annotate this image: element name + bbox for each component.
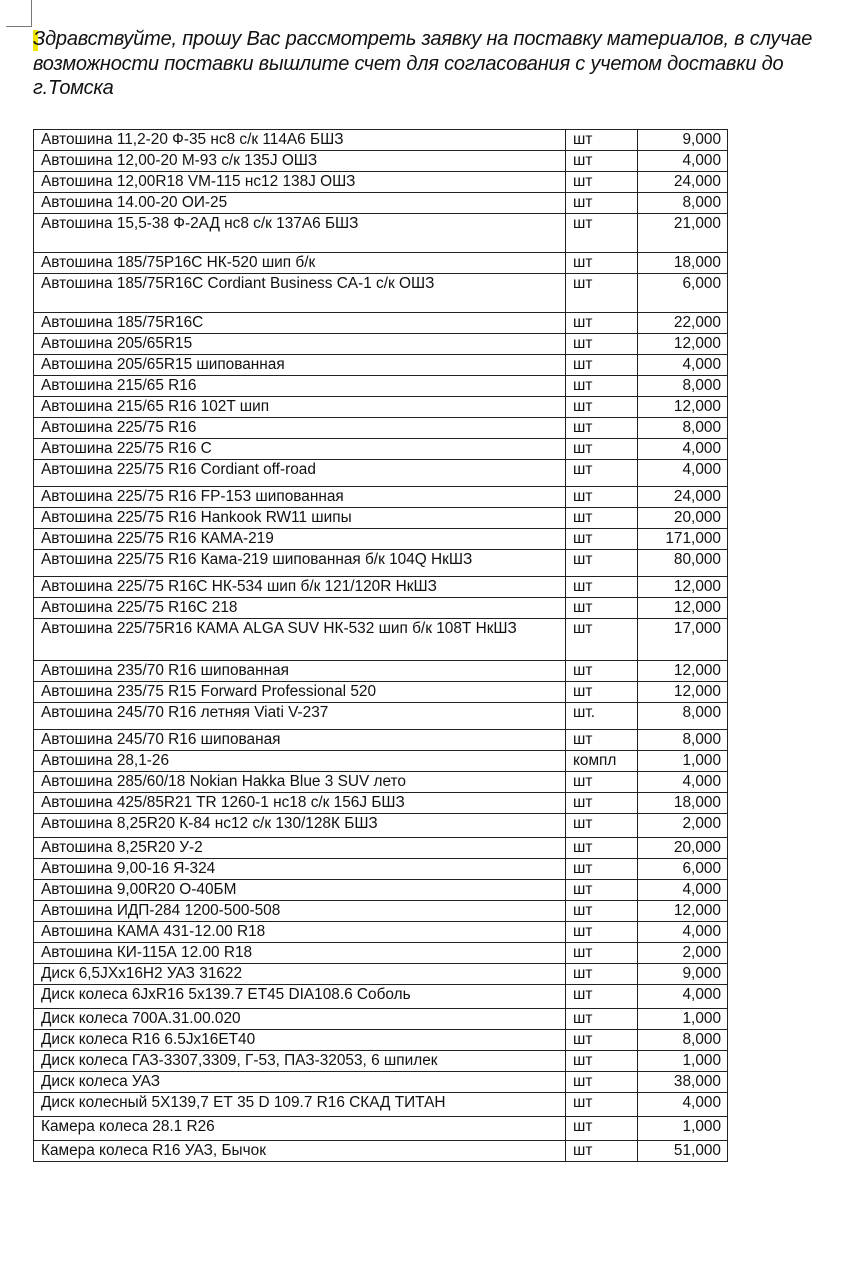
table-row	[34, 193, 728, 214]
item-unit-cell: шт	[566, 1051, 638, 1072]
item-unit-cell: шт	[566, 985, 638, 1009]
item-name-cell: Автошина 185/75Р16С НК-520 шип б/к	[34, 253, 566, 274]
item-unit-cell: шт	[566, 577, 638, 598]
item-quantity-cell: 1,000	[638, 1117, 728, 1141]
item-quantity-cell: 80,000	[638, 550, 728, 577]
item-quantity-cell: 18,000	[638, 253, 728, 274]
table-row	[34, 901, 728, 922]
item-name-cell: Автошина 225/75R16 КАМА ALGA SUV НК-532 шип б/к 108Т НкШЗ	[34, 619, 566, 661]
item-unit-cell: шт	[566, 901, 638, 922]
item-name-cell: Автошина 225/75 R16	[34, 418, 566, 439]
table-row	[34, 172, 728, 193]
item-unit-cell: шт	[566, 529, 638, 550]
item-name-cell: Автошина 235/70 R16 шипованная	[34, 661, 566, 682]
table-row	[34, 418, 728, 439]
item-unit-cell: шт	[566, 151, 638, 172]
item-name-cell: Автошина 12,00R18 VM-115 нс12 138J ОШЗ	[34, 172, 566, 193]
item-name-cell: Автошина 225/75 R16 FP-153 шипованная	[34, 487, 566, 508]
item-name-cell: Диск колеса УАЗ	[34, 1072, 566, 1093]
item-name-cell: Автошина 14.00-20 ОИ-25	[34, 193, 566, 214]
item-name-cell: Диск колеса ГАЗ-3307,3309, Г-53, ПАЗ-32053, 6 шпилек	[34, 1051, 566, 1072]
table-row	[34, 598, 728, 619]
item-quantity-cell: 9,000	[638, 130, 728, 151]
table-row	[34, 985, 728, 1009]
item-name-cell: Автошина КИ-115А 12.00 R18	[34, 943, 566, 964]
item-quantity-cell: 4,000	[638, 772, 728, 793]
table-row	[34, 943, 728, 964]
item-quantity-cell: 12,000	[638, 901, 728, 922]
item-quantity-cell: 12,000	[638, 661, 728, 682]
item-unit-cell: шт	[566, 550, 638, 577]
table-row	[34, 508, 728, 529]
item-quantity-cell: 12,000	[638, 577, 728, 598]
item-unit-cell: шт	[566, 397, 638, 418]
table-row	[34, 751, 728, 772]
item-quantity-cell: 21,000	[638, 214, 728, 253]
table-row	[34, 619, 728, 661]
table-row	[34, 334, 728, 355]
item-unit-cell: шт	[566, 460, 638, 487]
table-row	[34, 1051, 728, 1072]
item-quantity-cell: 8,000	[638, 193, 728, 214]
item-unit-cell: шт	[566, 376, 638, 397]
item-unit-cell: шт	[566, 172, 638, 193]
item-quantity-cell: 1,000	[638, 1051, 728, 1072]
item-unit-cell: шт	[566, 859, 638, 880]
item-name-cell: Автошина 8,25R20 У-2	[34, 838, 566, 859]
item-name-cell: Автошина 205/65R15 шипованная	[34, 355, 566, 376]
item-unit-cell: шт	[566, 439, 638, 460]
table-row	[34, 1141, 728, 1162]
item-quantity-cell: 4,000	[638, 1093, 728, 1117]
item-quantity-cell: 24,000	[638, 487, 728, 508]
table-row	[34, 460, 728, 487]
table-row	[34, 214, 728, 253]
item-quantity-cell: 20,000	[638, 838, 728, 859]
item-name-cell: Диск колесный 5Х139,7 ЕТ 35 D 109.7 R16 СКАД ТИТАН	[34, 1093, 566, 1117]
item-unit-cell: шт	[566, 130, 638, 151]
item-name-cell: Автошина 225/75 R16 C	[34, 439, 566, 460]
item-quantity-cell: 38,000	[638, 1072, 728, 1093]
table-row	[34, 274, 728, 313]
item-name-cell: Автошина 225/75 R16C 218	[34, 598, 566, 619]
item-name-cell: Автошина 245/70 R16 летняя Viati V-237	[34, 703, 566, 730]
item-name-cell: Автошина 285/60/18 Nokian Hakka Blue 3 SUV лето	[34, 772, 566, 793]
table-row	[34, 661, 728, 682]
item-unit-cell: шт	[566, 1117, 638, 1141]
table-row	[34, 730, 728, 751]
table-row	[34, 130, 728, 151]
item-unit-cell: шт	[566, 838, 638, 859]
item-quantity-cell: 6,000	[638, 274, 728, 313]
table-row	[34, 880, 728, 901]
item-unit-cell: шт	[566, 1009, 638, 1030]
table-row	[34, 793, 728, 814]
table-row	[34, 439, 728, 460]
item-quantity-cell: 12,000	[638, 682, 728, 703]
item-unit-cell: шт	[566, 619, 638, 661]
item-unit-cell: шт	[566, 253, 638, 274]
item-unit-cell: шт	[566, 418, 638, 439]
item-unit-cell: шт	[566, 355, 638, 376]
item-name-cell: Автошина ИДП-284 1200-500-508	[34, 901, 566, 922]
item-unit-cell: шт	[566, 943, 638, 964]
item-unit-cell: шт	[566, 964, 638, 985]
item-name-cell: Автошина КАМА 431-12.00 R18	[34, 922, 566, 943]
item-quantity-cell: 17,000	[638, 619, 728, 661]
table-row	[34, 922, 728, 943]
table-row	[34, 253, 728, 274]
item-quantity-cell: 1,000	[638, 751, 728, 772]
table-row	[34, 550, 728, 577]
item-name-cell: Автошина 235/75 R15 Forward Professional 520	[34, 682, 566, 703]
item-unit-cell: шт	[566, 793, 638, 814]
item-unit-cell: шт	[566, 313, 638, 334]
item-name-cell: Автошина 225/75 R16 КАМА-219	[34, 529, 566, 550]
item-unit-cell: шт	[566, 1141, 638, 1162]
item-unit-cell: шт	[566, 661, 638, 682]
item-unit-cell: шт	[566, 214, 638, 253]
item-quantity-cell: 2,000	[638, 814, 728, 838]
request-intro-text: Здравствуйте, прошу Вас рассмотреть заявку на поставку материалов, в случае возможности поставки вышлите счет для согласования с учетом доставки до г.Томска	[33, 28, 813, 99]
table-row	[34, 964, 728, 985]
item-quantity-cell: 4,000	[638, 460, 728, 487]
table-row	[34, 838, 728, 859]
item-quantity-cell: 171,000	[638, 529, 728, 550]
item-quantity-cell: 24,000	[638, 172, 728, 193]
item-name-cell: Автошина 9,00-16 Я-324	[34, 859, 566, 880]
page-corner-mark-vertical	[31, 0, 32, 26]
materials-table	[33, 129, 728, 1162]
table-row	[34, 814, 728, 838]
item-unit-cell: шт	[566, 508, 638, 529]
item-name-cell: Автошина 225/75 R16 Cordiant off-road	[34, 460, 566, 487]
item-quantity-cell: 1,000	[638, 1009, 728, 1030]
item-unit-cell: шт.	[566, 703, 638, 730]
item-name-cell: Камера колеса 28.1 R26	[34, 1117, 566, 1141]
item-quantity-cell: 51,000	[638, 1141, 728, 1162]
table-row	[34, 397, 728, 418]
item-name-cell: Диск колеса 6JхR16 5х139.7 ET45 DIA108.6 Соболь	[34, 985, 566, 1009]
item-unit-cell: шт	[566, 772, 638, 793]
materials-table-body	[34, 130, 728, 1162]
item-quantity-cell: 8,000	[638, 376, 728, 397]
item-unit-cell: шт	[566, 598, 638, 619]
item-name-cell: Диск колеса 700А.31.00.020	[34, 1009, 566, 1030]
table-row	[34, 1117, 728, 1141]
table-row	[34, 703, 728, 730]
item-quantity-cell: 4,000	[638, 922, 728, 943]
item-name-cell: Автошина 185/75R16С	[34, 313, 566, 334]
item-unit-cell: шт	[566, 1030, 638, 1051]
table-row	[34, 487, 728, 508]
item-quantity-cell: 9,000	[638, 964, 728, 985]
table-row	[34, 151, 728, 172]
item-unit-cell: шт	[566, 880, 638, 901]
item-quantity-cell: 12,000	[638, 334, 728, 355]
item-quantity-cell: 4,000	[638, 880, 728, 901]
item-quantity-cell: 4,000	[638, 355, 728, 376]
item-quantity-cell: 18,000	[638, 793, 728, 814]
item-name-cell: Автошина 225/75 R16 Кама-219 шипованная б/к 104Q НкШЗ	[34, 550, 566, 577]
item-quantity-cell: 4,000	[638, 439, 728, 460]
item-unit-cell: шт	[566, 193, 638, 214]
item-unit-cell: шт	[566, 1093, 638, 1117]
item-name-cell: Диск 6,5JХх16Н2 УАЗ 31622	[34, 964, 566, 985]
item-name-cell: Автошина 215/65 R16	[34, 376, 566, 397]
table-row	[34, 1093, 728, 1117]
item-quantity-cell: 4,000	[638, 985, 728, 1009]
item-unit-cell: шт	[566, 334, 638, 355]
item-quantity-cell: 12,000	[638, 397, 728, 418]
table-row	[34, 772, 728, 793]
page-corner-mark-horizontal	[6, 26, 32, 27]
table-row	[34, 1009, 728, 1030]
table-row	[34, 313, 728, 334]
item-unit-cell: шт	[566, 1072, 638, 1093]
table-row	[34, 859, 728, 880]
item-unit-cell: шт	[566, 922, 638, 943]
item-quantity-cell: 2,000	[638, 943, 728, 964]
item-unit-cell: шт	[566, 487, 638, 508]
item-unit-cell: шт	[566, 682, 638, 703]
item-name-cell: Камера колеса R16 УАЗ, Бычок	[34, 1141, 566, 1162]
item-name-cell: Автошина 28,1-26	[34, 751, 566, 772]
item-name-cell: Автошина 425/85R21 TR 1260-1 нс18 с/к 156J БШЗ	[34, 793, 566, 814]
item-quantity-cell: 4,000	[638, 151, 728, 172]
item-quantity-cell: 12,000	[638, 598, 728, 619]
item-quantity-cell: 8,000	[638, 703, 728, 730]
item-name-cell: Автошина 12,00-20 М-93 с/к 135J ОШЗ	[34, 151, 566, 172]
item-name-cell: Автошина 225/75 R16C НК-534 шип б/к 121/120R НкШЗ	[34, 577, 566, 598]
item-quantity-cell: 8,000	[638, 730, 728, 751]
item-name-cell: Автошина 205/65R15	[34, 334, 566, 355]
item-quantity-cell: 6,000	[638, 859, 728, 880]
table-row	[34, 355, 728, 376]
item-name-cell: Автошина 9,00R20 О-40БМ	[34, 880, 566, 901]
item-name-cell: Диск колеса R16 6.5Jх16ET40	[34, 1030, 566, 1051]
item-unit-cell: шт	[566, 274, 638, 313]
item-unit-cell: шт	[566, 814, 638, 838]
item-name-cell: Автошина 15,5-38 Ф-2АД нс8 с/к 137А6 БШЗ	[34, 214, 566, 253]
table-row	[34, 1072, 728, 1093]
item-quantity-cell: 22,000	[638, 313, 728, 334]
table-row	[34, 376, 728, 397]
item-name-cell: Автошина 225/75 R16 Hankook RW11 шипы	[34, 508, 566, 529]
item-name-cell: Автошина 11,2-20 Ф-35 нс8 с/к 114А6 БШЗ	[34, 130, 566, 151]
item-quantity-cell: 20,000	[638, 508, 728, 529]
table-row	[34, 529, 728, 550]
item-quantity-cell: 8,000	[638, 418, 728, 439]
item-unit-cell: компл	[566, 751, 638, 772]
item-name-cell: Автошина 215/65 R16 102T шип	[34, 397, 566, 418]
item-name-cell: Автошина 8,25R20 К-84 нс12 с/к 130/128К БШЗ	[34, 814, 566, 838]
table-row	[34, 1030, 728, 1051]
table-row	[34, 682, 728, 703]
item-quantity-cell: 8,000	[638, 1030, 728, 1051]
item-unit-cell: шт	[566, 730, 638, 751]
item-name-cell: Автошина 245/70 R16 шипованая	[34, 730, 566, 751]
item-name-cell: Автошина 185/75R16C Cordiant Business CA-1 с/к ОШЗ	[34, 274, 566, 313]
table-row	[34, 577, 728, 598]
